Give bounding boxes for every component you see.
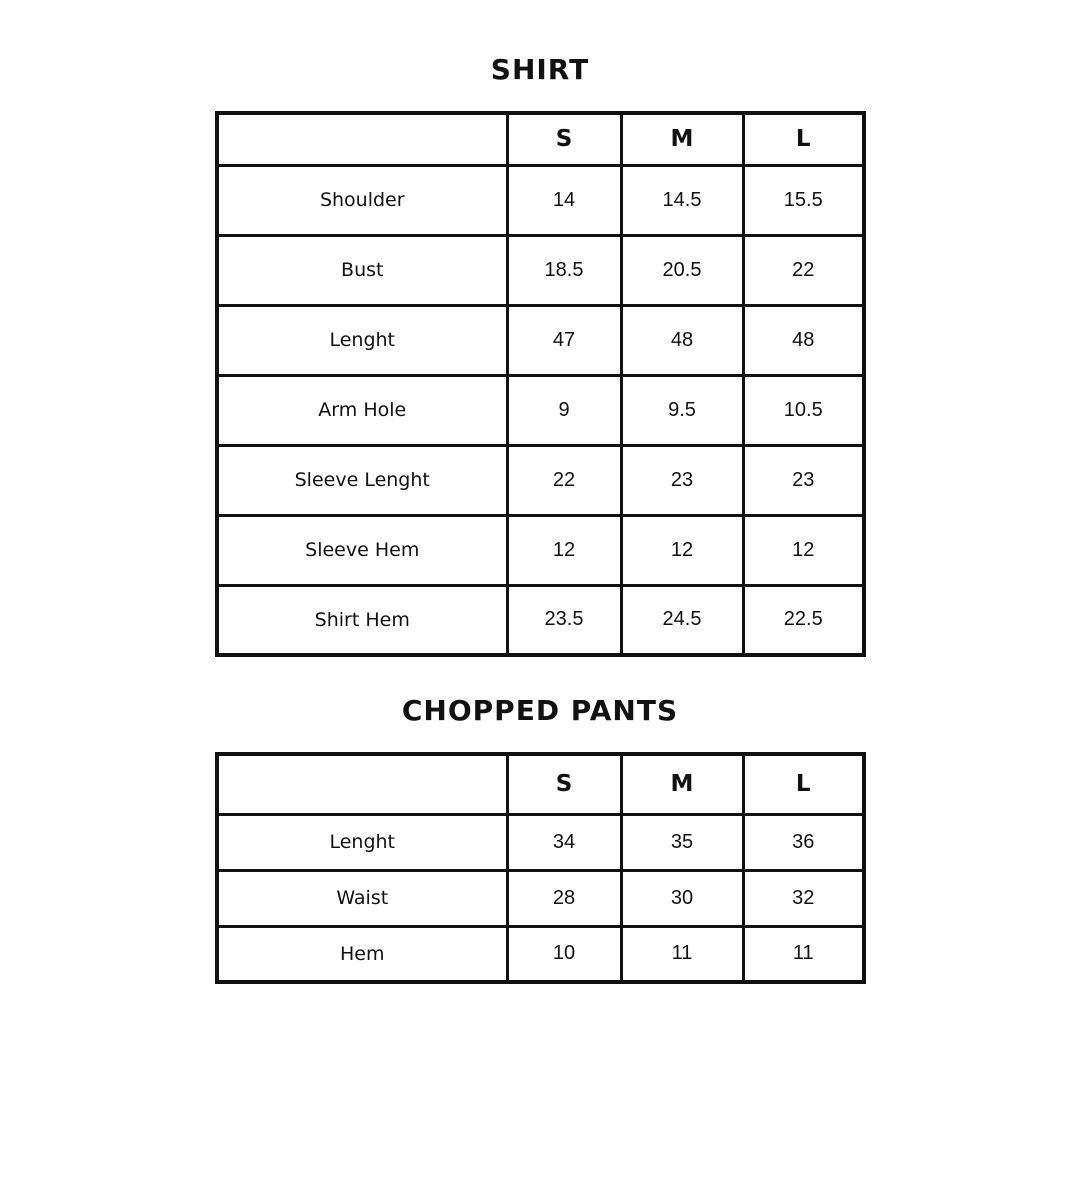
cell-value: 18.5: [507, 235, 621, 305]
row-label-sleeve-length: Sleeve Lenght: [217, 445, 507, 515]
cell-value: 11: [743, 926, 864, 982]
row-label-waist: Waist: [217, 870, 507, 926]
header-size-m: M: [621, 113, 743, 165]
cell-value: 48: [621, 305, 743, 375]
cell-value: 34: [507, 814, 621, 870]
header-empty-cell: [217, 113, 507, 165]
cell-value: 47: [507, 305, 621, 375]
table-row: [217, 926, 864, 982]
row-label-bust: Bust: [217, 235, 507, 305]
row-label-arm-hole: Arm Hole: [217, 375, 507, 445]
table-row: [217, 585, 864, 655]
table-row: [217, 515, 864, 585]
table-row: [217, 305, 864, 375]
header-empty-cell: [217, 754, 507, 814]
cell-value: 12: [621, 515, 743, 585]
row-label-length: Lenght: [217, 814, 507, 870]
header-size-l: L: [743, 113, 864, 165]
cell-value: 28: [507, 870, 621, 926]
table-row: [217, 445, 864, 515]
header-size-s: S: [507, 754, 621, 814]
header-size-s: S: [507, 113, 621, 165]
cell-value: 22: [507, 445, 621, 515]
cell-value: 23: [743, 445, 864, 515]
row-label-sleeve-hem: Sleeve Hem: [217, 515, 507, 585]
row-label-hem: Hem: [217, 926, 507, 982]
table-row: [217, 375, 864, 445]
cell-value: 14.5: [621, 165, 743, 235]
cell-value: 36: [743, 814, 864, 870]
row-label-shoulder: Shoulder: [217, 165, 507, 235]
cell-value: 23.5: [507, 585, 621, 655]
cell-value: 14: [507, 165, 621, 235]
cell-value: 10: [507, 926, 621, 982]
table-row: [217, 165, 864, 235]
table-header-row: [217, 113, 864, 165]
cell-value: 11: [621, 926, 743, 982]
cell-value: 12: [507, 515, 621, 585]
table-row: [217, 870, 864, 926]
cell-value: 24.5: [621, 585, 743, 655]
cell-value: 15.5: [743, 165, 864, 235]
cell-value: 9: [507, 375, 621, 445]
cell-value: 23: [621, 445, 743, 515]
cell-value: 22.5: [743, 585, 864, 655]
pants-size-table: [215, 752, 866, 984]
cell-value: 9.5: [621, 375, 743, 445]
header-size-l: L: [743, 754, 864, 814]
cell-value: 12: [743, 515, 864, 585]
row-label-length: Lenght: [217, 305, 507, 375]
cell-value: 10.5: [743, 375, 864, 445]
table-row: [217, 814, 864, 870]
table-row: [217, 235, 864, 305]
cell-value: 30: [621, 870, 743, 926]
table-header-row: [217, 754, 864, 814]
cell-value: 20.5: [621, 235, 743, 305]
cell-value: 48: [743, 305, 864, 375]
header-size-m: M: [621, 754, 743, 814]
row-label-shirt-hem: Shirt Hem: [217, 585, 507, 655]
shirt-title: SHIRT: [490, 53, 590, 86]
pants-title: CHOPPED PANTS: [401, 694, 679, 727]
cell-value: 35: [621, 814, 743, 870]
cell-value: 32: [743, 870, 864, 926]
shirt-size-table: [215, 111, 866, 657]
cell-value: 22: [743, 235, 864, 305]
